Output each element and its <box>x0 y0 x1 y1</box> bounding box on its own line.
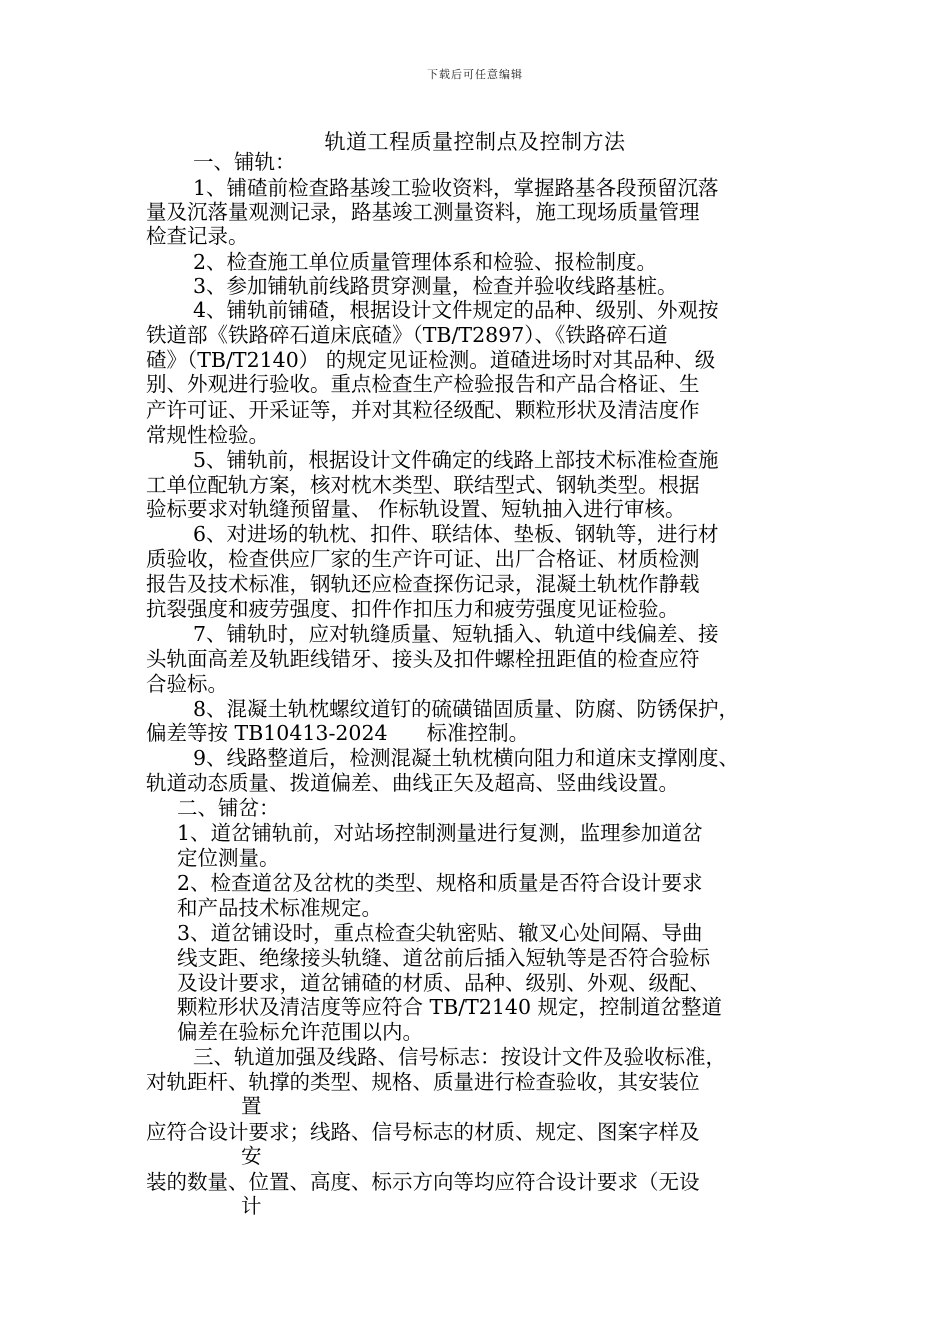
body-line: 应符合设计要求；线路、信号标志的材质、规定、图案字样及 <box>146 1120 700 1144</box>
body-line: 验标要求对轨缝预留量、 作标轨设置、短轨抽入进行审核。 <box>146 497 686 521</box>
body-line: 5、铺轨前，根据设计文件确定的线路上部技术标准检查施 <box>193 448 719 472</box>
body-line: 合验标。 <box>146 672 228 696</box>
body-line: 2、检查施工单位质量管理体系和检验、报检制度。 <box>193 250 658 274</box>
body-line: 8、混凝土轨枕螺纹道钉的硫磺锚固质量、防腐、防锈保护， <box>193 697 740 721</box>
section-heading: 三、轨道加强及线路、信号标志：按设计文件及验收标准， <box>193 1045 726 1069</box>
body-line: 4、铺轨前铺碴，根据设计文件规定的品种、级别、外观按 <box>193 298 719 322</box>
body-line: 颗粒形状及清洁度等应符合 TB/T2140 规定，控制道岔整道 <box>177 995 723 1019</box>
body-line: 线支距、绝缘接头轨缝、道岔前后插入短轨等是否符合验标 <box>177 946 710 970</box>
body-line: 偏差等按 TB10413-2024 标准控制。 <box>146 721 530 745</box>
body-line: 常规性检验。 <box>146 423 269 447</box>
body-line: 6、对进场的轨枕、扣件、联结体、垫板、钢轨等，进行材 <box>193 522 719 546</box>
section-heading: 一、铺轨： <box>193 150 296 174</box>
body-line: 偏差在验标允许范围以内。 <box>177 1020 423 1044</box>
body-line: 质验收，检查供应厂家的生产许可证、出厂合格证、材质检测 <box>146 547 700 571</box>
body-line: 置 <box>241 1094 262 1118</box>
body-line: 产许可证、开采证等，并对其粒径级配、颗粒形状及清洁度作 <box>146 398 700 422</box>
body-line: 检查记录。 <box>146 224 249 248</box>
body-line: 安 <box>241 1144 262 1168</box>
body-line: 别、外观进行验收。重点检查生产检验报告和产品合格证、生 <box>146 372 700 396</box>
body-line: 头轨面高差及轨距线错牙、接头及扣件螺栓扭距值的检查应符 <box>146 647 700 671</box>
section-heading: 二、铺岔： <box>177 796 280 820</box>
body-line: 3、道岔铺设时，重点检查尖轨密贴、辙叉心处间隔、导曲 <box>177 921 703 945</box>
body-line: 铁道部《铁路碎石道床底碴》（TB/T2897）、《铁路碎石道 <box>146 323 668 347</box>
body-line: 9、线路整道后，检测混凝土轨枕横向阻力和道床支撑刚度、 <box>193 746 740 770</box>
body-line: 3、参加铺轨前线路贯穿测量，检查并验收线路基桩。 <box>193 274 678 298</box>
body-line: 对轨距杆、轨撑的类型、规格、质量进行检查验收，其安装位 <box>146 1070 700 1094</box>
body-line: 抗裂强度和疲劳强度、扣件作扣压力和疲劳强度见证检验。 <box>146 597 679 621</box>
body-line: 1、铺碴前检查路基竣工验收资料，掌握路基各段预留沉落 <box>193 176 719 200</box>
body-line: 工单位配轨方案，核对枕木类型、联结型式、钢轨类型。根据 <box>146 473 700 497</box>
body-line: 量及沉落量观测记录，路基竣工测量资料，施工现场质量管理 <box>146 200 700 224</box>
body-line: 定位测量。 <box>177 846 280 870</box>
body-line: 碴》（TB/T2140） 的规定见证检测。道碴进场时对其品种、级 <box>146 348 716 372</box>
body-line: 轨道动态质量、拨道偏差、曲线正矢及超高、竖曲线设置。 <box>146 771 679 795</box>
body-line: 报告及技术标准，钢轨还应检查探伤记录，混凝土轨枕作静载 <box>146 572 700 596</box>
body-line: 及设计要求，道岔铺碴的材质、品种、级别、外观、级配、 <box>177 971 710 995</box>
body-line: 7、铺轨时，应对轨缝质量、短轨插入、轨道中线偏差、接 <box>193 622 719 646</box>
page-header: 下载后可任意编辑 <box>427 68 523 81</box>
body-line: 1、道岔铺轨前，对站场控制测量进行复测，监理参加道岔 <box>177 821 703 845</box>
body-line: 装的数量、位置、高度、标示方向等均应符合设计要求（无设 <box>146 1170 700 1194</box>
document-title: 轨道工程质量控制点及控制方法 <box>324 130 626 154</box>
body-line: 计 <box>241 1194 262 1218</box>
body-line: 2、检查道岔及岔枕的类型、规格和质量是否符合设计要求 <box>177 871 703 895</box>
body-line: 和产品技术标准规定。 <box>177 896 382 920</box>
